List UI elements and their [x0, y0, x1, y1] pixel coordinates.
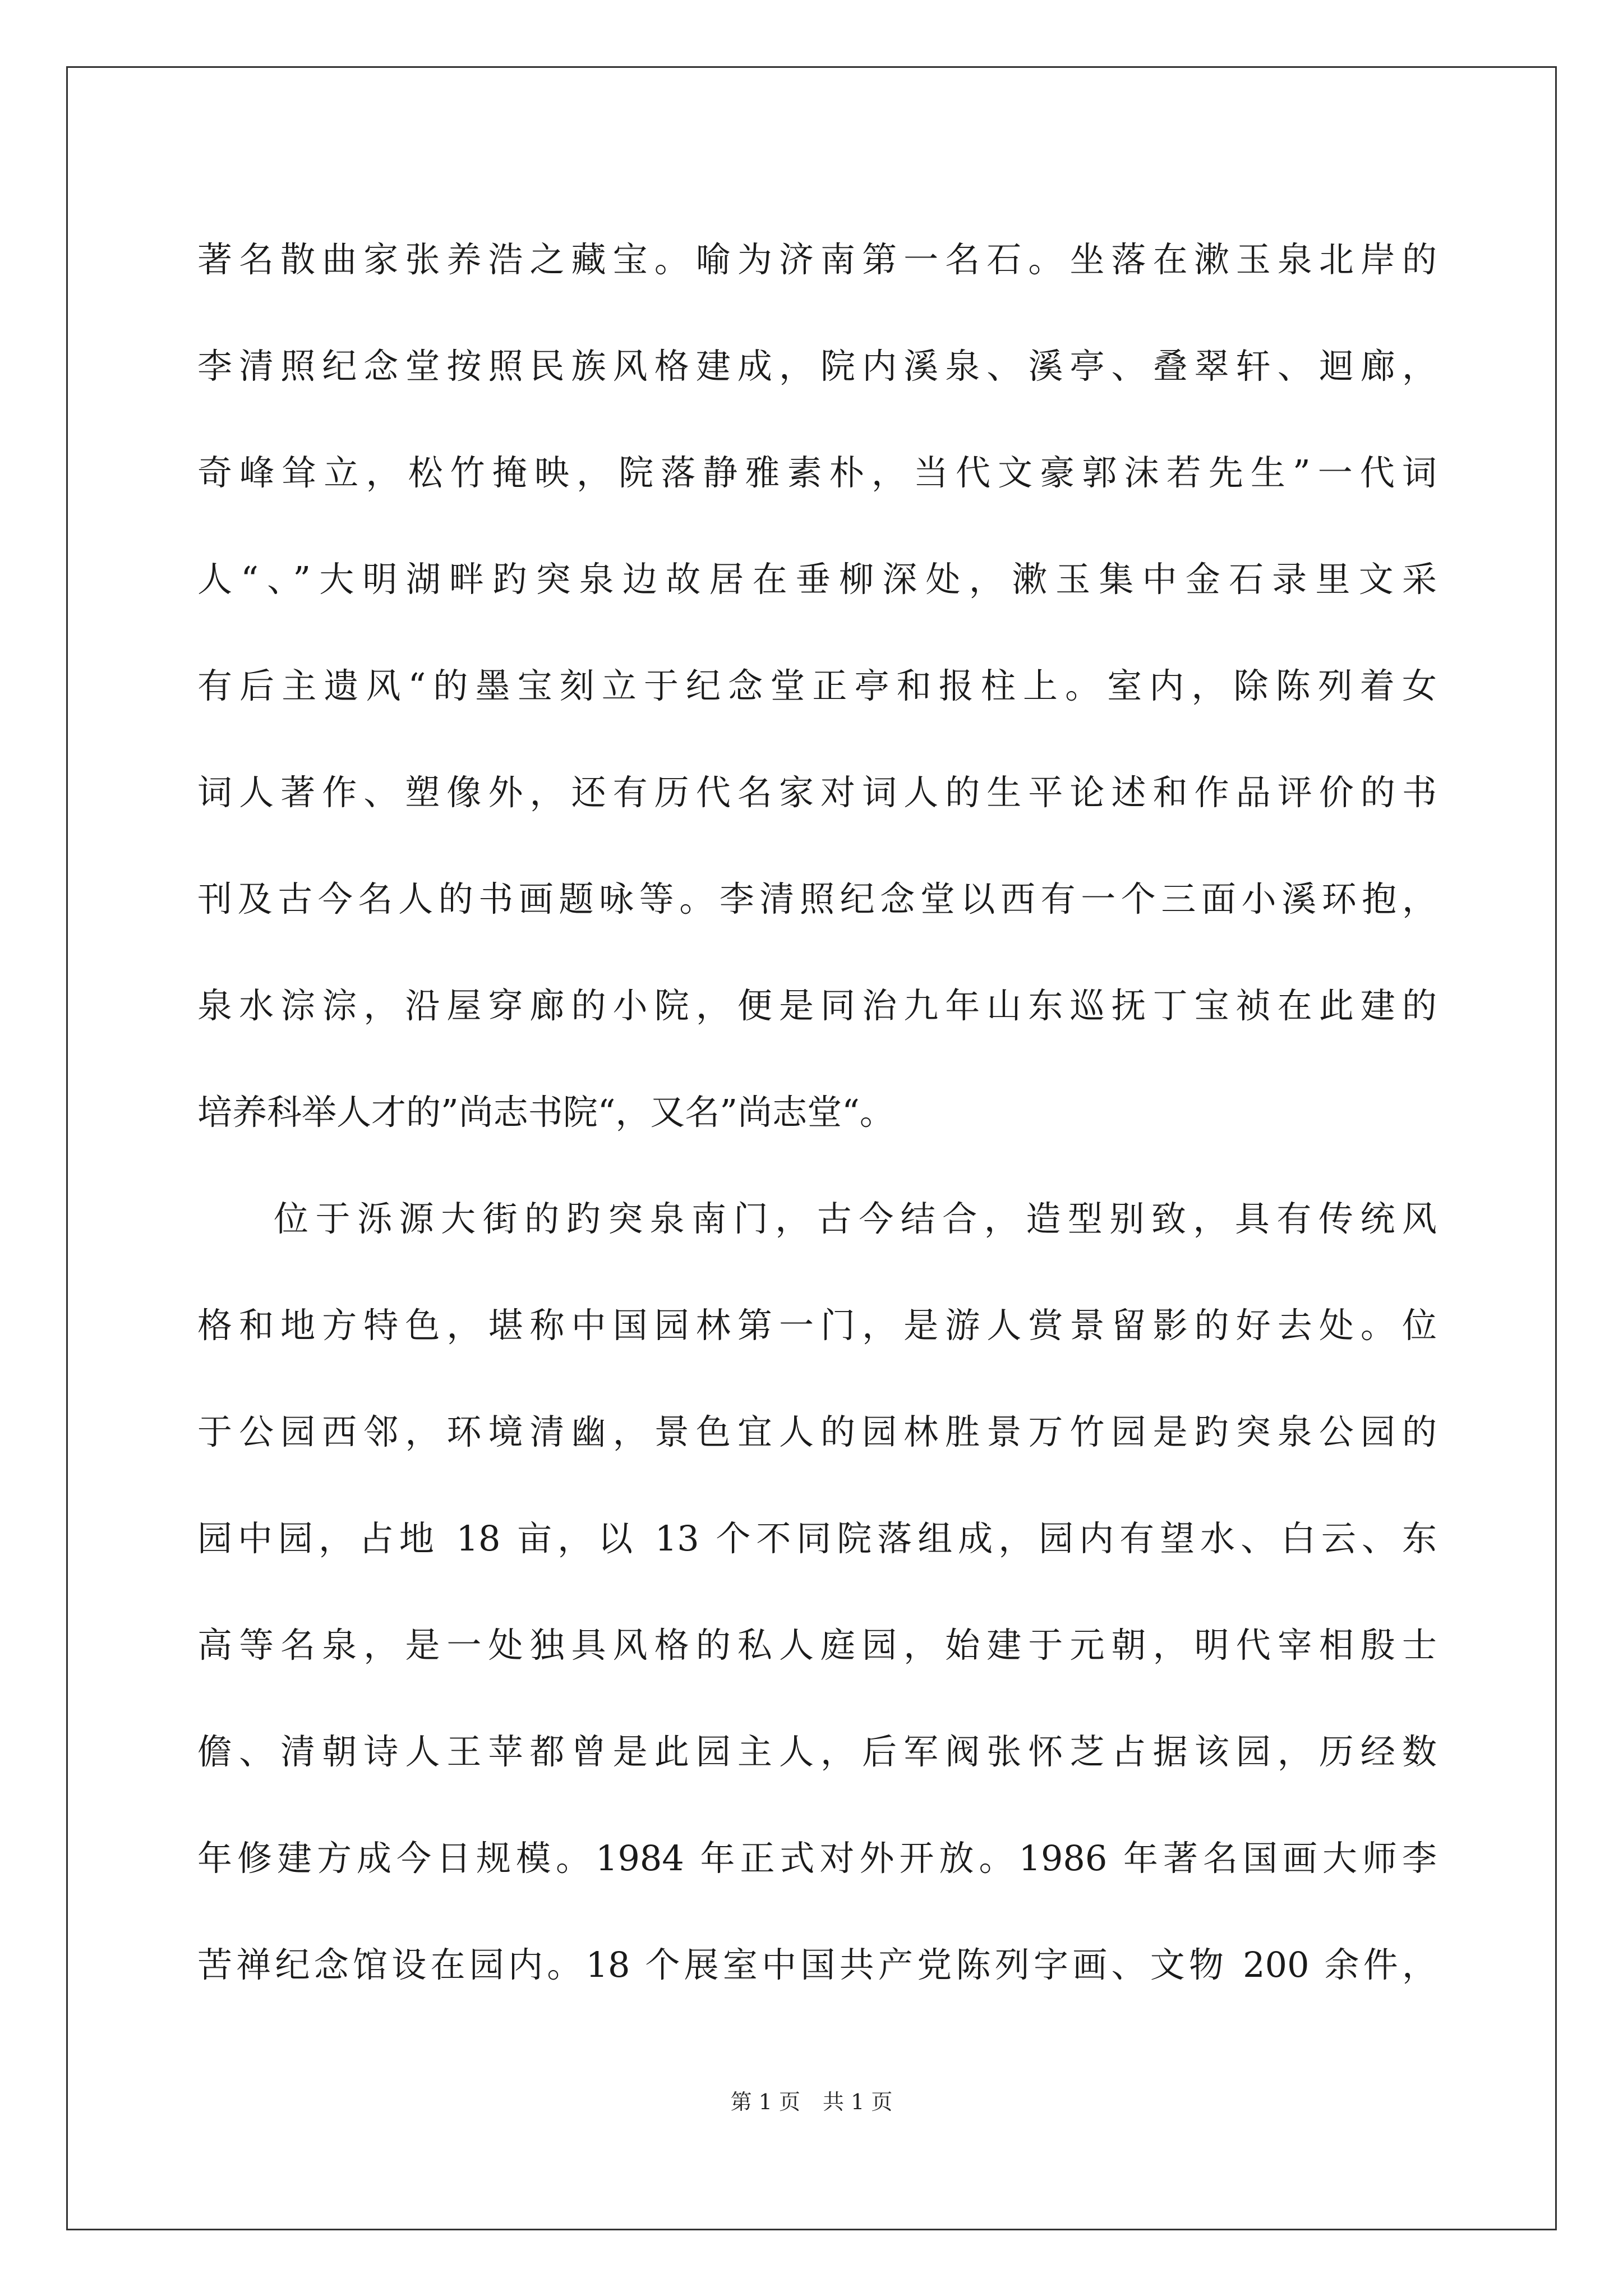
text-line: 词人著作、塑像外，还有历代名家对词人的生平论述和作品评价的书 [197, 772, 1437, 813]
text-line: 李清照纪念堂按照民族风格建成，院内溪泉、溪亭、叠翠轩、迴廊， [197, 346, 1437, 386]
text-line: 泉水淙淙，沿屋穿廊的小院，便是同治九年山东巡抚丁宝祯在此建的 [197, 985, 1437, 1026]
text-line: 刊及古今名人的书画题咏等。李清照纪念堂以西有一个三面小溪环抱， [197, 878, 1437, 919]
text-line: 苦禅纪念馆设在园内。18 个展室中国共产党陈列字画、文物 200 余件， [197, 1944, 1437, 1985]
text-line: 儋、清朝诗人王苹都曾是此园主人，后军阀张怀芝占据该园，历经数 [197, 1731, 1437, 1772]
text-line: 于公园西邻，环境清幽，景色宜人的园林胜景万竹园是趵突泉公园的 [197, 1411, 1437, 1452]
page-footer [0, 2088, 1623, 2116]
text-line: 年修建方成今日规模。1984 年正式对外开放。1986 年著名国画大师李 [197, 1838, 1437, 1879]
text-line: 著名散曲家张养浩之藏宝。喻为济南第一名石。坐落在漱玉泉北岸的 [197, 239, 1437, 280]
page-total: 共 1 页 [823, 2090, 893, 2114]
text-line: 园中园，占地 18 亩，以 13 个不同院落组成，园内有望水、白云、东 [197, 1518, 1437, 1559]
text-line: 培养科举人才的”尚志书院“，又名”尚志堂“。 [197, 1092, 895, 1133]
document-body [197, 206, 1437, 2018]
text-line: 位于泺源大街的趵突泉南门，古今结合，造型别致，具有传统风 [274, 1198, 1437, 1239]
text-line: 高等名泉，是一处独具风格的私人庭园，始建于元朝，明代宰相殷士 [197, 1625, 1437, 1665]
text-line: 格和地方特色，堪称中国园林第一门，是游人赏景留影的好去处。位 [197, 1305, 1437, 1346]
text-line: 有后主遗风“的墨宝刻立于纪念堂正亭和报柱上。室内，除陈列着女 [197, 665, 1437, 706]
text-line: 奇峰耸立，松竹掩映，院落静雅素朴，当代文豪郭沫若先生”一代词 [197, 452, 1437, 493]
text-line: 人“、”大明湖畔趵突泉边故居在垂柳深处，漱玉集中金石录里文采 [197, 559, 1437, 600]
page-number: 第 1 页 [730, 2090, 800, 2114]
